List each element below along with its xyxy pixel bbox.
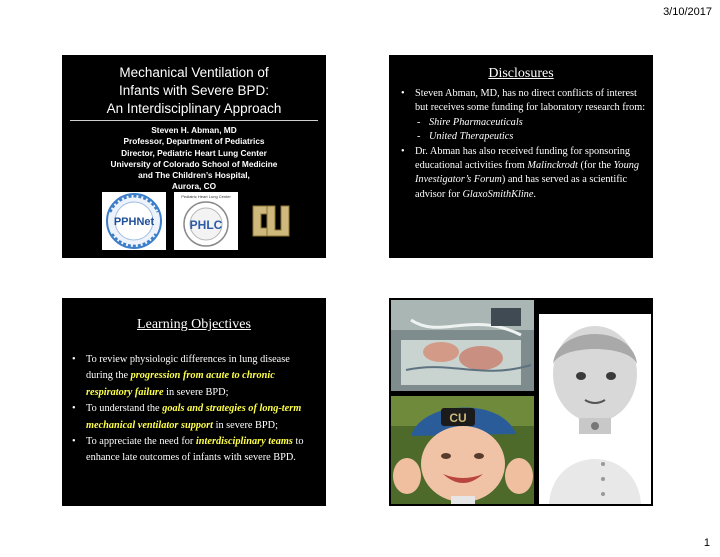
slide-title (62, 55, 326, 258)
author-line: University of Colorado School of Medicine (110, 158, 278, 169)
title-line: Mechanical Ventilation of (119, 65, 269, 80)
slide-learning-objectives (62, 298, 326, 506)
company-name: Malinckrodt (527, 160, 578, 172)
objective-text: To appreciate the need for (86, 436, 196, 448)
pphnet-logo-text: PPHNet (113, 216, 155, 228)
title-line: An Interdisciplinary Approach (106, 101, 282, 116)
pphnet-logo (102, 192, 166, 250)
page-number: 1 (703, 537, 710, 549)
print-date: 3/10/2017 (663, 6, 712, 18)
objective-text: in severe BPD; (163, 386, 229, 398)
list-item (401, 87, 647, 116)
objective-highlight: goals and strategies of long-term mechanical ventilator support (86, 403, 302, 431)
list-item (401, 145, 647, 203)
objective-highlight: interdisciplinary teams (195, 436, 293, 448)
toddler-portrait-photo (539, 314, 651, 504)
smiling-infant-cu-hat-photo (391, 396, 534, 504)
sub-list-item (401, 116, 647, 130)
dash-icon: - (417, 131, 421, 143)
nicu-infant-photo (391, 300, 534, 391)
phlc-logo (174, 192, 238, 250)
bullet-icon: • (72, 354, 76, 365)
disclosures-title: Disclosures (488, 66, 554, 81)
objective-text: To review physiologic differences in lung disease during the (86, 354, 290, 382)
bullet-icon: • (72, 436, 76, 448)
phlc-logo-text: PHLC (189, 218, 223, 232)
author-line: Aurora, CO (171, 181, 217, 192)
cu-logo (247, 192, 293, 250)
author-line: and The Children’s Hospital, (138, 170, 250, 181)
objectives-title: Learning Objectives (137, 317, 251, 332)
sponsor-name: Shire Pharmaceuticals (429, 116, 523, 128)
author-line: Director, Pediatric Heart Lung Center (121, 147, 267, 158)
company-name: GlaxoSmithKline (462, 188, 534, 200)
disclosures-list (401, 87, 647, 202)
slide-title-heading (62, 64, 326, 118)
title-divider (70, 120, 318, 121)
objective-text: to enhance late outcomes of infants with severe BPD. (86, 436, 304, 464)
objective-highlight: progression from acute to chronic respiratory failure (86, 370, 275, 398)
author-block (62, 125, 326, 193)
list-item (72, 401, 318, 434)
bullet-icon: • (401, 145, 405, 157)
phlc-caption: Pediatric Heart Lung Center (181, 194, 231, 199)
bullet-icon: • (401, 88, 405, 99)
disclosure-text: ) and has served as a scientific advisor for (415, 174, 628, 200)
slide-photos (389, 298, 653, 506)
list-item (72, 434, 318, 467)
author-line: Professor, Department of Pediatrics (123, 136, 265, 147)
title-line: Infants with Severe BPD: (118, 83, 270, 98)
dash-icon: - (417, 116, 421, 128)
bullet-icon: • (72, 403, 76, 415)
forum-name: Young Investigator’s Forum (415, 160, 640, 186)
disclosure-text: (for the (577, 160, 614, 172)
objectives-list (72, 352, 318, 467)
sponsor-name: United Therapeutics (429, 131, 514, 143)
disclosure-text: Dr. Abman has also received funding for sponsoring educational activities from (415, 145, 631, 172)
objective-text: in severe BPD; (213, 419, 278, 431)
disclosure-text: Steven Abman, MD, has no direct conflicts of interest but receives some funding for laboratory research from: (415, 88, 646, 114)
author-line: Steven H. Abman, MD (151, 125, 237, 135)
svg-text:CU: CU (449, 411, 467, 425)
sub-list-item (401, 130, 647, 144)
list-item (72, 352, 318, 401)
slide-disclosures (389, 55, 653, 258)
disclosure-text: . (533, 188, 536, 200)
objective-text: To understand the (86, 403, 163, 415)
